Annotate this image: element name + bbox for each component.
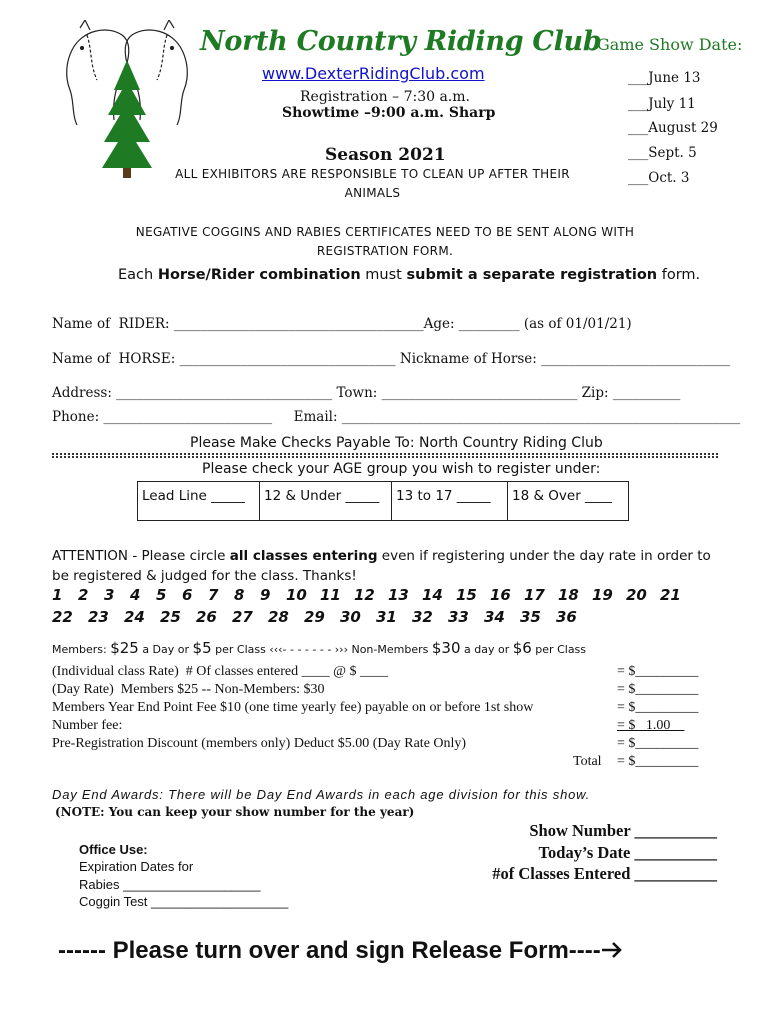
class-number[interactable]: 28 <box>268 608 289 626</box>
fee-line[interactable]: (Individual class Rate) # Of classes entered ____ @ $ ____ <box>52 664 388 679</box>
phone-email-field[interactable]: Phone: _________________________ Email: ___________________________________________________________ <box>52 409 741 425</box>
class-numbers-row-1 <box>52 586 694 604</box>
class-number[interactable]: 20 <box>626 586 647 604</box>
class-number[interactable]: 36 <box>556 608 577 626</box>
fee-line: (Day Rate) Members $25 -- Non-Members: $30 <box>52 682 325 697</box>
class-number[interactable]: 35 <box>520 608 541 626</box>
coggins-notice: NEGATIVE COGGINS AND RABIES CERTIFICATES NEED TO BE SENT ALONG WITH REGISTRATION FORM. <box>135 225 635 258</box>
game-show-date-item[interactable]: ___June 13 <box>628 70 701 86</box>
class-number[interactable]: 6 <box>182 586 193 604</box>
day-end-awards: Day End Awards: There will be Day End Awards in each age division for this show. <box>52 787 591 802</box>
game-show-date-item[interactable]: ___July 11 <box>628 96 696 112</box>
class-number[interactable]: 9 <box>260 586 271 604</box>
class-number[interactable]: 27 <box>232 608 253 626</box>
age-group-table <box>137 481 629 521</box>
class-number[interactable]: 22 <box>52 608 73 626</box>
fee-amount[interactable]: = $_________ <box>617 682 699 697</box>
age-group-option[interactable]: 12 & Under _____ <box>260 482 392 520</box>
age-group-prompt: Please check your AGE group you wish to register under: <box>202 461 601 477</box>
total-amount[interactable]: = $_________ <box>617 754 699 769</box>
classes-entered-field[interactable]: #of Classes Entered __________ <box>492 864 717 883</box>
class-number[interactable]: 1 <box>52 586 63 604</box>
game-show-date-title: Game Show Date: <box>597 35 743 54</box>
class-number[interactable]: 7 <box>208 586 219 604</box>
game-show-date-item[interactable]: ___August 29 <box>628 120 718 136</box>
class-number[interactable]: 30 <box>340 608 361 626</box>
class-number[interactable]: 4 <box>130 586 141 604</box>
class-number[interactable]: 33 <box>448 608 469 626</box>
club-name: North Country Riding Club <box>200 26 602 57</box>
class-number[interactable]: 31 <box>376 608 397 626</box>
horse-field[interactable]: Name of HORSE: ________________________________ Nickname of Horse: ____________________________ <box>52 351 731 367</box>
class-number[interactable]: 14 <box>422 586 443 604</box>
rider-field[interactable]: Name of RIDER: _____________________________________Age: _________ (as of 01/01/21) <box>52 316 632 332</box>
class-number[interactable]: 15 <box>456 586 477 604</box>
fee-amount[interactable]: = $_________ <box>617 700 699 715</box>
total-label: Total <box>573 754 602 769</box>
class-number[interactable]: 12 <box>354 586 375 604</box>
turn-over-notice: ------ Please turn over and sign Release Form---- <box>58 937 623 965</box>
game-show-date-item[interactable]: ___Sept. 5 <box>628 145 697 161</box>
class-number[interactable]: 18 <box>558 586 579 604</box>
fee-line: Members Year End Point Fee $10 (one time yearly fee) payable on or before 1st show <box>52 700 534 715</box>
fee-amount: = $ 1.00 <box>617 718 685 733</box>
class-number[interactable]: 16 <box>490 586 511 604</box>
age-group-option[interactable]: 18 & Over ____ <box>512 488 613 504</box>
address-field[interactable]: Address: ________________________________ Town: _____________________________ Zip: __________ <box>52 385 681 401</box>
class-number[interactable]: 19 <box>592 586 613 604</box>
class-number[interactable]: 34 <box>484 608 505 626</box>
show-number-field[interactable]: Show Number __________ <box>529 821 717 840</box>
class-number[interactable]: 17 <box>524 586 545 604</box>
club-logo <box>52 20 202 180</box>
rabies-field[interactable]: Rabies ___________________ <box>79 877 261 892</box>
class-number[interactable]: 21 <box>660 586 681 604</box>
class-number[interactable]: 32 <box>412 608 433 626</box>
dotted-divider <box>52 453 718 458</box>
showtime: Showtime –9:00 a.m. Sharp <box>282 105 496 121</box>
class-number[interactable]: 25 <box>160 608 181 626</box>
website-link[interactable]: www.DexterRidingClub.com <box>262 64 485 83</box>
right-arrow-icon <box>601 941 623 959</box>
office-use-title: Office Use: <box>79 842 148 857</box>
age-group-option[interactable]: Lead Line _____ <box>138 482 260 520</box>
game-show-date-item[interactable]: ___Oct. 3 <box>628 170 690 186</box>
class-numbers-row-2 <box>52 608 592 626</box>
registration-time: Registration – 7:30 a.m. <box>300 89 470 105</box>
class-number[interactable]: 5 <box>156 586 167 604</box>
class-number[interactable]: 29 <box>304 608 325 626</box>
class-number[interactable]: 11 <box>320 586 341 604</box>
class-number[interactable]: 10 <box>286 586 307 604</box>
exhibitors-notice: ALL EXHIBITORS ARE RESPONSIBLE TO CLEAN UP AFTER THEIR ANIMALS <box>175 167 570 200</box>
fee-line: Number fee: <box>52 718 123 733</box>
coggin-field[interactable]: Coggin Test ___________________ <box>79 894 289 909</box>
class-number[interactable]: 26 <box>196 608 217 626</box>
checks-payable: Please Make Checks Payable To: North Country Riding Club <box>190 435 603 451</box>
fee-amount[interactable]: = $_________ <box>617 664 699 679</box>
fee-line: Pre-Registration Discount (members only) Deduct $5.00 (Day Rate Only) <box>52 736 467 751</box>
class-number[interactable]: 24 <box>124 608 145 626</box>
combination-notice: Each Horse/Rider combination must submit a separate registration form. <box>118 267 701 283</box>
attention-notice: ATTENTION - Please circle all classes entering even if registering under the day rate in order to be registered & judged for the class. Thanks! <box>52 548 711 584</box>
todays-date-field[interactable]: Today’s Date __________ <box>538 843 717 862</box>
season-title: Season 2021 <box>325 145 446 165</box>
class-number[interactable]: 23 <box>88 608 109 626</box>
class-number[interactable]: 8 <box>234 586 245 604</box>
class-number[interactable]: 13 <box>388 586 409 604</box>
rates-line: Members: $25 a Day or $5 per Class ‹‹‹- - - - - - - ››› Non-Members $30 a day or $6 per Class <box>52 639 587 657</box>
fee-amount[interactable]: = $_________ <box>617 736 699 751</box>
age-group-option[interactable]: 13 to 17 _____ <box>392 482 508 520</box>
class-number[interactable]: 3 <box>104 586 115 604</box>
expiration-label: Expiration Dates for <box>79 859 194 874</box>
show-number-note: (NOTE: You can keep your show number for the year) <box>55 805 415 819</box>
class-number[interactable]: 2 <box>78 586 89 604</box>
